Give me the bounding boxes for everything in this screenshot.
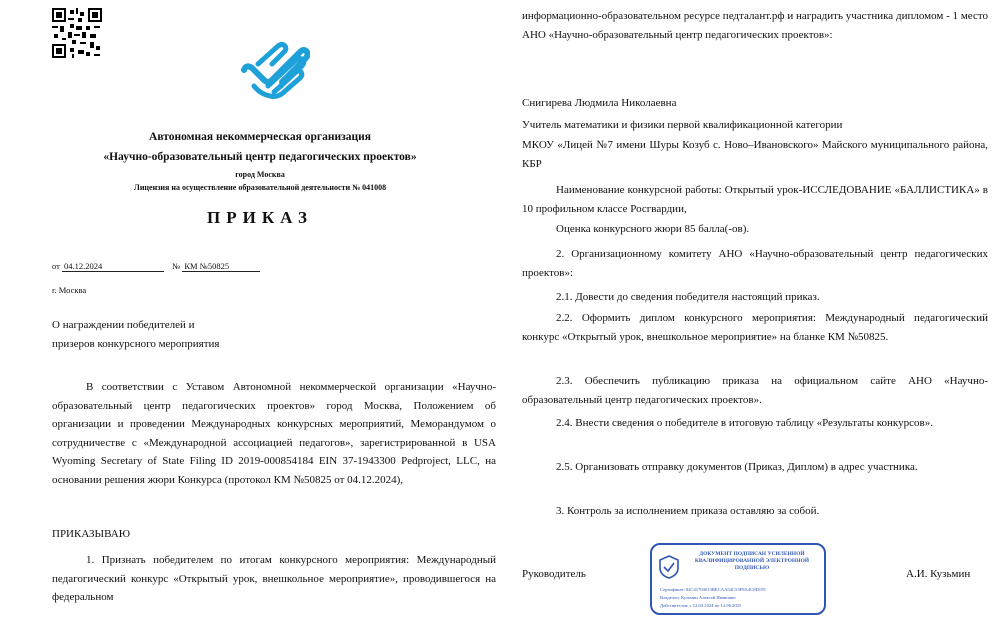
order-item-2-4: 2.4. Внести сведения о победителе в итоговую таблицу «Результаты конкурсов». xyxy=(556,417,933,429)
order-item-1: 1. Признать победителем по итогам конкурсного мероприятия: Международный педагогический конкурс «Открытый урок, внешкольное мероприятие», проводившегося на федеральном xyxy=(52,554,496,603)
stamp-certificate: Сертификат: 02C41703013BECAA54C53F8A4C8D195 xyxy=(660,587,766,592)
order-item-2-2: 2.2. Оформить диплом конкурсного мероприятия: Международный педагогический конкурс «Открытый урок, внешкольное мероприятие» на бланке КМ №50825. xyxy=(522,312,988,343)
right-page xyxy=(500,0,998,627)
order-item-2-3: 2.3. Обеспечить публикацию приказа на официальном сайте АНО «Научно-образовательный центр педагогических проектов». xyxy=(522,375,988,406)
signer-name: А.И. Кузьмин xyxy=(906,568,971,580)
stamp-title: ДОКУМЕНТ ПОДПИСАН УСИЛЕННОЙ КВАЛИФИЦИРОВАННОЙ ЭЛЕКТРОННОЙ ПОДПИСЬЮ xyxy=(694,551,810,571)
order-item-2: 2. Организационному комитету АНО «Научно-образовательный центр педагогических проектов»: xyxy=(522,248,988,279)
organization-name-line1: Автономная некоммерческая организация xyxy=(149,131,371,143)
document-title: ПРИКАЗ xyxy=(207,208,313,227)
order-from-label: от xyxy=(52,261,60,271)
winner-name: Снигирева Людмила Николаевна xyxy=(522,97,677,109)
subject-line2: призеров конкурсного мероприятия xyxy=(52,338,220,350)
hand-logo-icon xyxy=(238,40,310,100)
jury-score: Оценка конкурсного жюри 85 балла(-ов). xyxy=(556,223,750,235)
preamble-paragraph: В соответствии с Уставом Автономной некоммерческой организации «Научно-образовательный центр педагогических проектов» город Москва, Положением об организации и проведении Международных конкурсных мероприятий, Меморандумом о сотрудничестве с «Международной ассоциацией педагогов», зарегистрированной в USA Wyoming Secretary of State Filing ID 2019-000854184 EIN 37-1943300 Pedproject, LLC, на основании решения жюри Конкурса (протокол КМ №50825 от 04.12.2024), xyxy=(52,381,496,486)
winner-school: МКОУ «Лицей №7 имени Шуры Козуб с. Ново–Ивановского» Майского муниципального района, КБР xyxy=(522,139,988,170)
order-city: г. Москва xyxy=(52,285,87,295)
subject-line1: О награждении победителей и xyxy=(52,319,195,331)
order-number: КМ №50825 xyxy=(182,261,260,272)
qr-code-icon xyxy=(52,8,102,58)
stamp-owner: Владелец: Кузьмин Алексей Иванович xyxy=(660,595,736,600)
stamp-emblem-icon xyxy=(658,555,680,579)
order-item-2-1: 2.1. Довести до сведения победителя настоящий приказ. xyxy=(556,291,820,303)
work-title: Наименование конкурсной работы: Открытый урок-ИССЛЕДОВАНИЕ «БАЛЛИСТИКА» в 10 профильном классе Росгвардии, xyxy=(522,184,988,215)
order-number-row xyxy=(52,261,260,272)
order-item-3: 3. Контроль за исполнением приказа оставляю за собой. xyxy=(556,505,820,517)
order-item-2-5: 2.5. Организовать отправку документов (Приказ, Диплом) в адрес участника. xyxy=(556,461,918,473)
order-date: 04.12.2024 xyxy=(62,261,164,272)
order-subject xyxy=(52,316,220,354)
winner-position: Учитель математики и физики первой квалификационной категории xyxy=(522,119,843,131)
organization-city: город Москва xyxy=(235,170,285,179)
item1-continuation: информационно-образовательном ресурсе педталант.рф и наградить участника дипломом - 1 место АНО «Научно-образовательный центр педагогических проектов»: xyxy=(522,10,988,41)
organization-name-line2: «Научно-образовательный центр педагогических проектов» xyxy=(103,151,417,163)
order-heading: ПРИКАЗЫВАЮ xyxy=(52,528,131,540)
order-no-label: № xyxy=(172,261,181,271)
license-line: Лицензия на осуществление образовательной деятельности № 041008 xyxy=(133,183,387,192)
digital-signature-stamp xyxy=(650,543,826,615)
stamp-validity: Действителен: с 12.03.2024 по 12.06.2025 xyxy=(660,603,742,608)
signer-title: Руководитель xyxy=(522,568,586,580)
